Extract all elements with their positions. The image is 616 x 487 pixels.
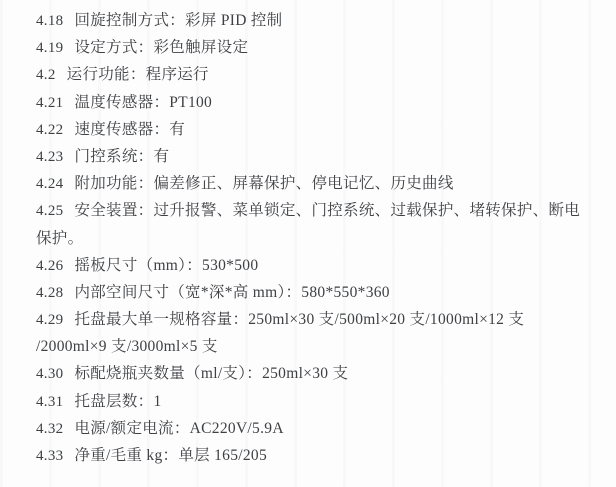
spec-item-text: 净重/毛重 kg：单层 165/205 xyxy=(74,447,268,464)
spec-item-number: 4.33 xyxy=(36,448,64,464)
spec-line xyxy=(36,442,616,469)
spec-item-text: 门控系统：有 xyxy=(74,147,170,165)
spec-line xyxy=(36,197,616,224)
spec-item-text: 内部空间尺寸（宽*深*高 mm）：580*550*360 xyxy=(74,283,390,301)
spec-item-text: 速度传感器：有 xyxy=(74,120,186,138)
spec-item-number: 4.26 xyxy=(36,257,64,274)
spec-item-number: 4.22 xyxy=(36,121,64,138)
spec-item-number: 4.30 xyxy=(36,366,64,383)
spec-item-number: 4.29 xyxy=(36,312,64,329)
spec-item-number: 4.18 xyxy=(36,13,64,29)
spec-item-text: 保护。 xyxy=(36,229,84,247)
spec-item-number: 4.21 xyxy=(36,94,64,111)
spec-item-number: 4.25 xyxy=(36,203,64,220)
spec-line xyxy=(36,388,616,415)
spec-line xyxy=(36,415,616,442)
spec-item-number: 4.24 xyxy=(36,176,64,193)
spec-item-number: 4.19 xyxy=(36,40,64,57)
spec-line xyxy=(36,306,616,333)
spec-item-number: 4.31 xyxy=(36,393,64,410)
spec-line xyxy=(36,360,616,387)
spec-item-number: 4.23 xyxy=(36,148,64,165)
spec-line xyxy=(36,279,616,306)
spec-item-text: 温度传感器：PT100 xyxy=(74,93,213,111)
spec-item-text: 托盘层数：1 xyxy=(74,392,162,410)
spec-item-text: 托盘最大单一规格容量：250ml×30 支/500ml×20 支/1000ml×12 支 xyxy=(74,311,525,329)
spec-item-text: 设定方式：彩色触屏设定 xyxy=(74,39,249,57)
spec-item-number: 4.2 xyxy=(36,67,56,84)
spec-line xyxy=(36,333,616,360)
spec-line xyxy=(36,89,616,116)
spec-line xyxy=(36,34,616,61)
spec-item-text: /2000ml×9 支/3000ml×5 支 xyxy=(36,338,218,356)
spec-item-text: 标配烧瓶夹数量（ml/支）：250ml×30 支 xyxy=(74,365,349,383)
spec-line xyxy=(36,143,616,170)
spec-item-number: 4.32 xyxy=(36,420,64,437)
spec-line xyxy=(36,116,616,143)
spec-item-number: 4.28 xyxy=(36,284,64,301)
spec-line xyxy=(36,170,616,197)
spec-item-text: 摇板尺寸（mm）：530*500 xyxy=(74,256,259,274)
spec-item-text: 电源/额定电流：AC220V/5.9A xyxy=(74,419,284,437)
spec-line xyxy=(36,7,616,34)
spec-item-text: 运行功能：程序运行 xyxy=(66,66,209,84)
spec-item-text: 附加功能：偏差修正、屏幕保护、停电记忆、历史曲线 xyxy=(74,175,454,193)
spec-item-text: 安全装置：过升报警、菜单锁定、门控系统、过载保护、堵转保护、断电 xyxy=(74,202,581,220)
spec-line xyxy=(36,61,616,88)
spec-list xyxy=(36,7,616,469)
spec-line xyxy=(36,252,616,279)
spec-item-text: 回旋控制方式：彩屏 PID 控制 xyxy=(74,12,283,29)
spec-line xyxy=(36,225,616,252)
